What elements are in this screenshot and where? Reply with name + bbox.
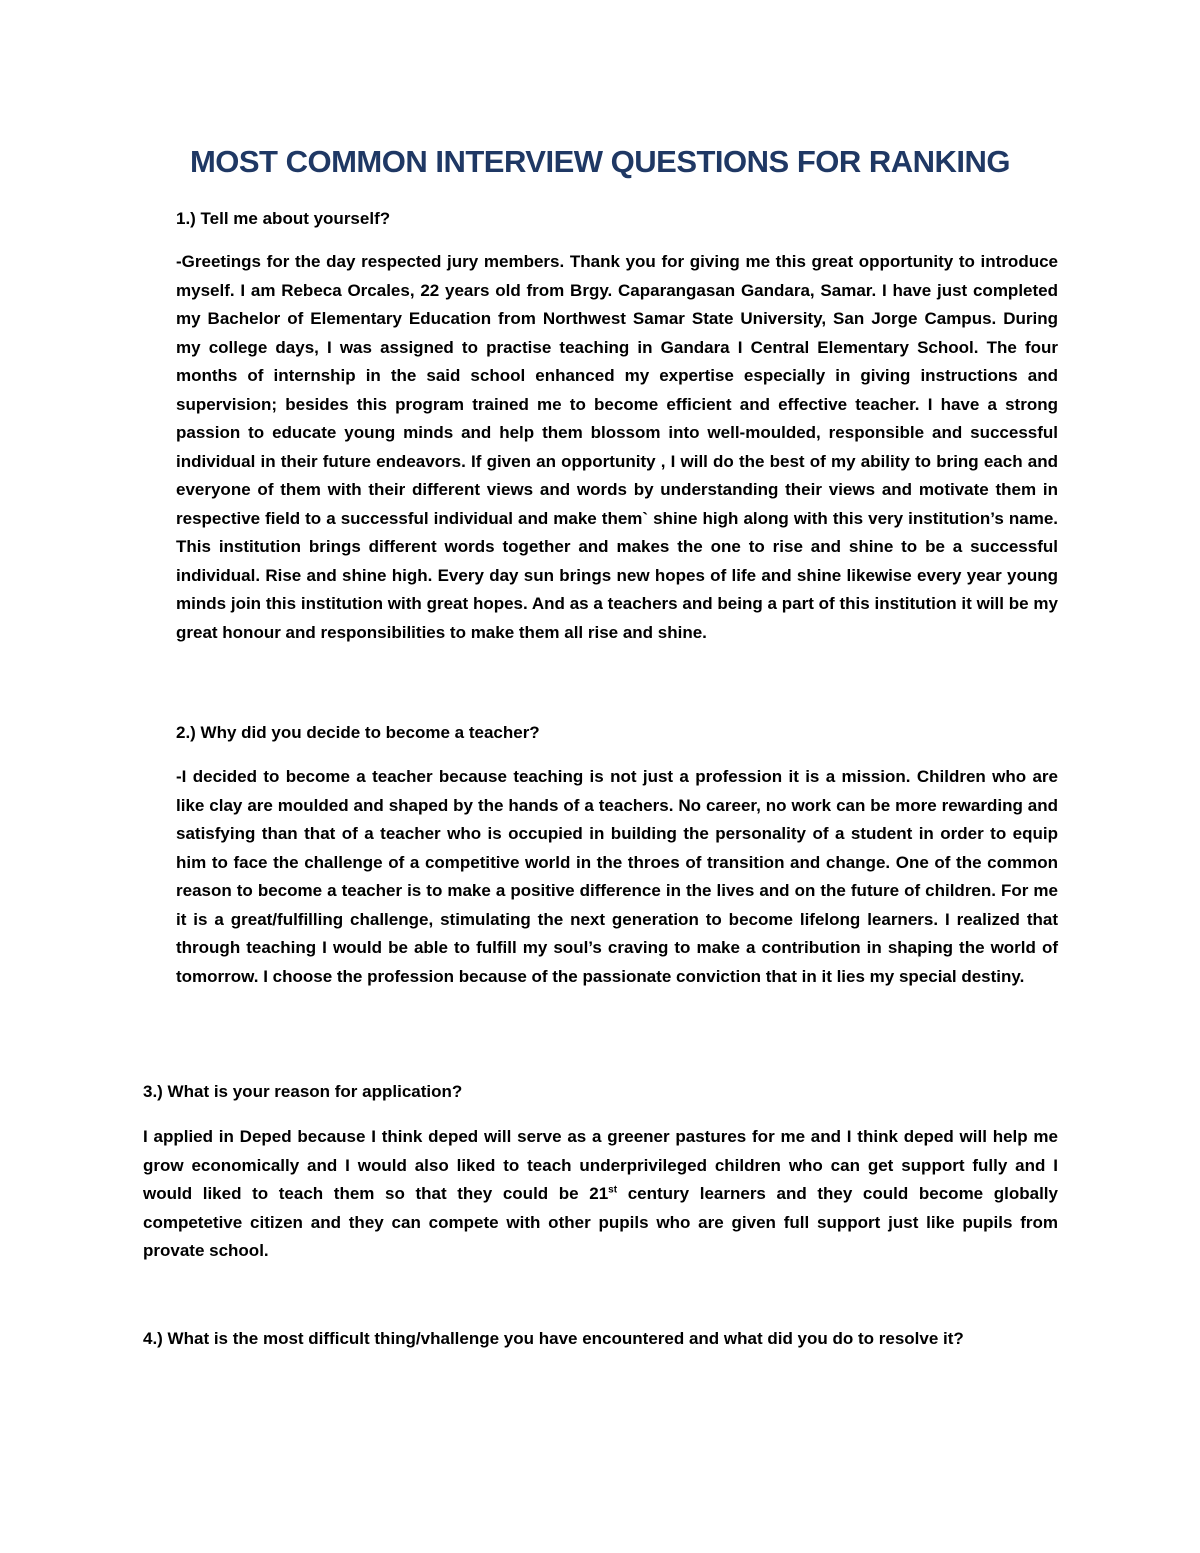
answer-1: -Greetings for the day respected jury members. Thank you for giving me this great opportunity to introduce myself. I am Rebeca Orcales, 22 years old from Brgy. Caparangasan Gandara, Samar. I have just completed my Bachelor of Elementary Education from Northwest Samar State University, San Jorge Campus. During my college days, I was assigned to practise teaching in Gandara I Central Elementary School. The four months of internship in the said school enhanced my expertise especially in giving instructions and supervision; besides this program trained me to become efficient and effective teacher. I have a strong passion to educate young minds and help them blossom into well-moulded, responsible and successful individual in their future endeavors. If given an opportunity , I will do the best of my ability to bring each and everyone of them with their different views and words by understanding their views and motivate them in respective field to a successful individual and make them` shine high along with this very institution’s name. This institution brings different words together and makes the one to rise and shine to be a successful individual. Rise and shine high. Every day sun brings new hopes of life and shine likewise every year young minds join this institution with great hopes. And as a teachers and being a part of this institution it will be my great honour and responsibilities to make them all rise and shine. <box>176 252 1058 642</box>
page-title: MOST COMMON INTERVIEW QUESTIONS FOR RANKING <box>189 144 1011 179</box>
answer-2: -I decided to become a teacher because teaching is not just a profession it is a mission. Children who are like clay are moulded and shaped by the hands of a teachers. No career, no work can be more rewarding and satisfying than that of a teacher who is occupied in building the personality of a student in order to equip him to face the challenge of a competitive world in the throes of transition and change. One of the common reason to become a teacher is to make a positive difference in the lives and on the future of children. For me it is a great/fulfilling challenge, stimulating the next generation to become lifelong learners. I realized that through teaching I would be able to fulfill my soul’s craving to make a contribution in shaping the world of tomorrow. I choose the profession because of the passionate conviction that in it lies my special destiny. <box>176 767 1058 986</box>
question-3: 3.) What is your reason for application? <box>143 1082 463 1101</box>
question-2: 2.) Why did you decide to become a teacher? <box>176 723 540 742</box>
question-1: 1.) Tell me about yourself? <box>176 209 391 228</box>
answer-3-ordinal-suffix: st <box>608 1184 618 1196</box>
question-4: 4.) What is the most difficult thing/vhallenge you have encountered and what did you do to resolve it? <box>143 1329 964 1348</box>
answer-3-text-start: I applied in Deped because I think deped will serve as a greener pastures for me and I think deped will help me grow economically and I would also liked to teach underprivileged children who can get support fully and I would liked to teach them so that they could be 21 <box>143 1127 1058 1203</box>
answer-3-text-end: century learners and they could become globally competetive citizen and they can compete with other pupils who are given full support just like pupils from provate school. <box>143 1184 1058 1260</box>
answer-3 <box>143 1123 1058 1266</box>
